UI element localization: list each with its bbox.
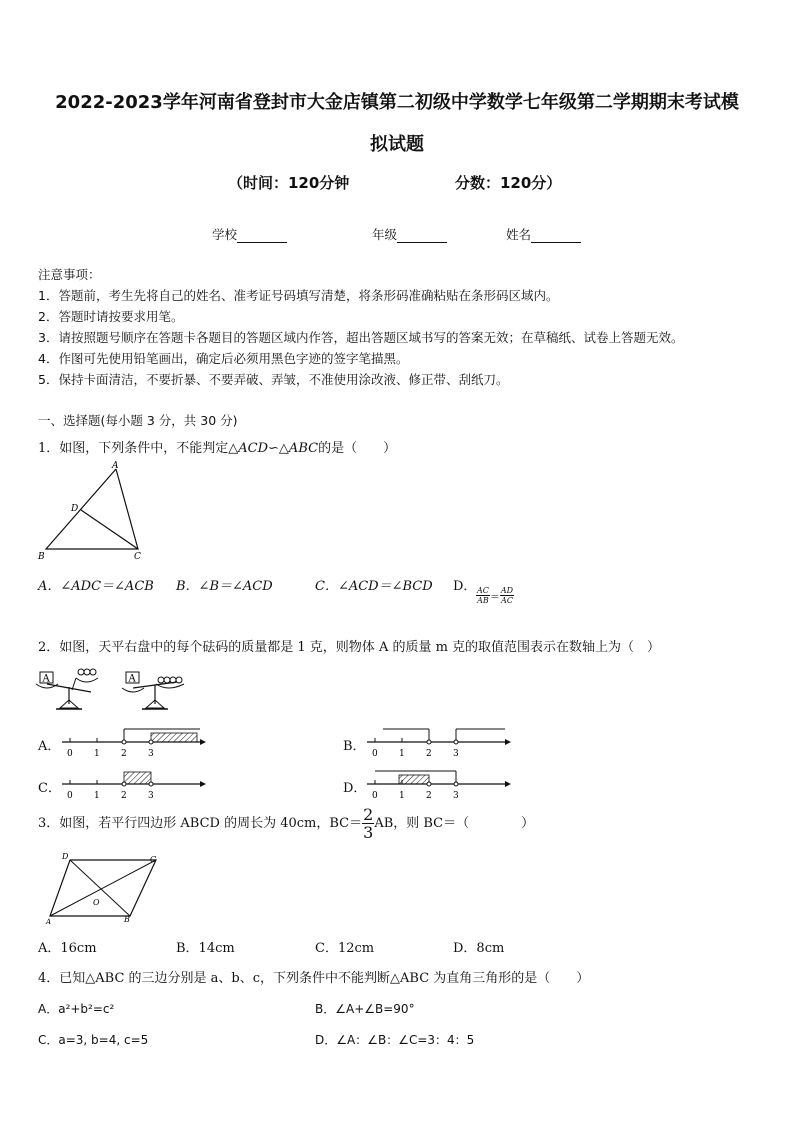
q2-numberline-c [60,767,210,802]
q2-option-d[interactable]: D． [343,781,367,796]
q2-balance-figure [36,666,196,716]
q4-option-d[interactable]: D．∠A：∠B：∠C=3：4：5 [315,1033,475,1047]
svg-text:1: 1 [94,791,100,801]
question-4-stem: 4．已知△ABC 的三边分别是 a、b、c，下列条件中不能判断△ABC 为直角三角形的是（ ） [38,971,590,986]
q1-option-b[interactable]: B．∠B＝∠ACD [176,579,273,594]
q4-option-c[interactable]: C．a=3, b=4, c=5 [38,1033,149,1047]
q1-option-c[interactable]: C．∠ACD＝∠BCD [315,579,433,594]
note-item: 3．请按照题号顺序在答题卡各题目的答题区域内作答，超出答题区域书写的答案无效；在草稿纸、试卷上答题无效。 [38,330,684,345]
section-heading: 一、选择题(每小题 3 分，共 30 分) [38,413,238,428]
grade-label: 年级 [372,227,398,242]
svg-text:B: B [124,915,130,924]
svg-text:2: 2 [426,749,432,759]
page-title: 2022-2023学年河南省登封市大金店镇第二初级中学数学七年级第二学期期末考试模 [55,92,739,113]
svg-text:3: 3 [453,749,459,759]
object-a-label: A [42,673,50,685]
svg-text:2: 2 [121,749,127,759]
svg-text:O: O [93,898,100,907]
page-title-line2: 拟试题 [370,134,424,155]
q3-option-c[interactable]: C．12cm [315,941,375,956]
svg-text:0: 0 [372,791,378,801]
q3-parallelogram-figure [44,850,164,925]
svg-text:A: A [46,918,52,926]
svg-text:3: 3 [453,791,459,801]
school-blank[interactable] [237,230,287,243]
q2-numberline-a [60,725,210,760]
note-item: 1．答题前，考生先将自己的姓名、准考证号码填写清楚，将条形码准确粘贴在条形码区域内。 [38,288,559,303]
q1-triangle-figure [38,460,148,565]
q2-option-b[interactable]: B． [343,739,366,754]
q4-option-a[interactable]: A．a²+b²=c² [38,1002,115,1016]
q1-option-d[interactable]: D． [453,579,477,594]
q3-option-a[interactable]: A．16cm [38,941,97,956]
q3-option-d[interactable]: D．8cm [453,941,505,956]
note-item: 5．保持卡面清洁，不要折暴、不要弄破、弄皱，不准使用涂改液、修正带、刮纸刀。 [38,372,509,387]
q2-option-c[interactable]: C． [38,781,61,796]
q2-numberline-d [365,767,515,802]
object-a-label-2: A [128,673,136,685]
svg-text:1: 1 [94,749,100,759]
note-item: 2．答题时请按要求用笔。 [38,309,184,324]
name-blank[interactable] [531,230,581,243]
label-D: D [71,504,79,514]
grade-blank[interactable] [397,230,447,243]
label-A: A [112,461,119,471]
q1-option-a[interactable]: A．∠ADC＝∠ACB [38,579,154,594]
svg-text:2: 2 [426,791,432,801]
svg-text:D: D [62,852,69,861]
label-B: B [38,552,45,562]
svg-text:1: 1 [399,791,405,801]
svg-text:3: 3 [148,749,154,759]
school-field[interactable] [212,225,287,243]
svg-text:C: C [150,855,157,864]
school-label: 学校 [212,227,238,242]
q2-option-a[interactable]: A． [38,739,61,754]
q4-option-b[interactable]: B．∠A+∠B=90° [315,1002,415,1016]
exam-score: 分数：120分） [455,174,562,192]
grade-field[interactable] [372,225,447,243]
name-field[interactable] [506,225,581,243]
note-item: 4．作图可先使用铅笔画出，确定后必须用黑色字迹的签字笔描黑。 [38,351,409,366]
svg-text:0: 0 [67,749,73,759]
question-3-stem: 3．如图，若平行四边形 ABCD 的周长为 40cm，BC＝ $\frac{2}{3}$ AB，则 BC＝（ ） [38,805,535,842]
name-label: 姓名 [506,227,532,242]
svg-text:3: 3 [148,791,154,801]
q2-numberline-b [365,725,515,760]
svg-text:0: 0 [67,791,73,801]
q1-option-d-formula: $\frac{AC}{AB}$ ＝ $\frac{AD}{AC}$ [477,586,514,605]
question-2-stem: 2．如图，天平右盘中的每个砝码的质量都是 1 克，则物体 A 的质量 m 克的取值范围表示在数轴上为（ ） [38,640,661,655]
q3-option-b[interactable]: B．14cm [176,941,235,956]
svg-text:2: 2 [121,791,127,801]
notes-heading: 注意事项： [38,267,101,282]
svg-text:0: 0 [372,749,378,759]
label-C: C [134,552,141,562]
question-1-stem: 1．如图，下列条件中，不能判定△ACD∽△ABC的是（ ） [38,441,397,456]
svg-text:1: 1 [399,749,405,759]
exam-time: （时间：120分钟 [228,174,350,192]
